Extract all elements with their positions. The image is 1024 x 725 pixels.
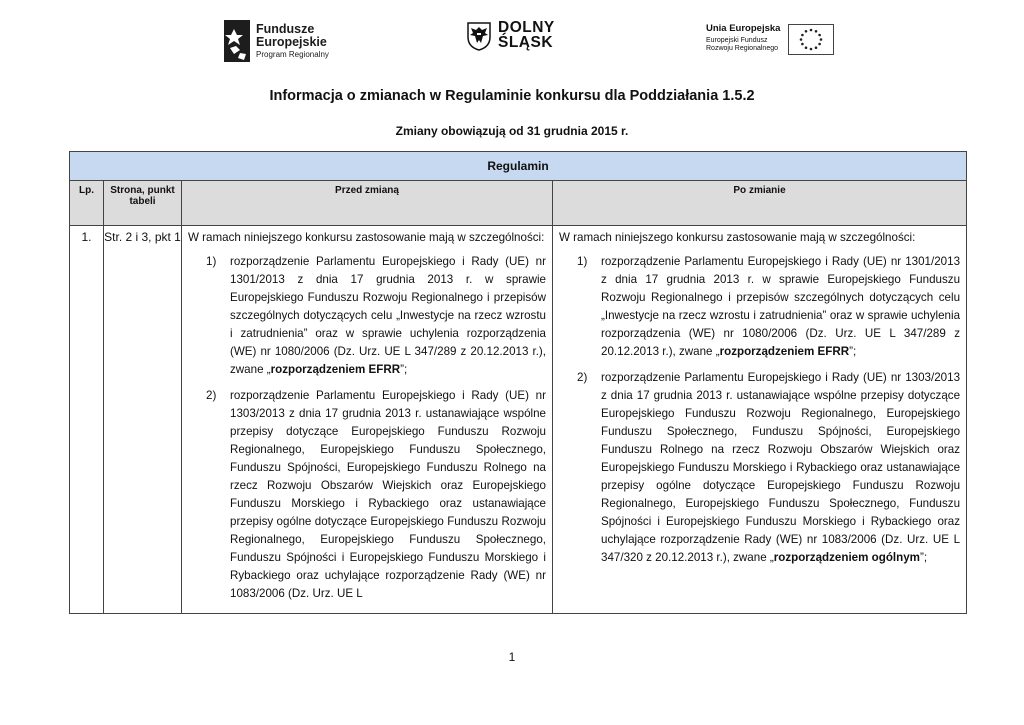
- before-intro: W ramach niniejszego konkursu zastosowanie mają w szczególności:: [188, 231, 545, 244]
- eu-flag-icon: [788, 24, 834, 55]
- list-item-number: 1): [206, 255, 217, 268]
- list-item-bold: rozporządzeniem EFRR: [719, 345, 850, 358]
- column-header-before: Przed zmianą: [182, 181, 553, 226]
- dolny-slask-logo: [466, 21, 555, 51]
- list-item-text: rozporządzenie Parlamentu Europejskiego i Rady (UE) nr 1303/2013 z dnia 17 grudnia 2013 r. ustanawiające wspólne przepisy dotyczące Europejskiego Funduszu Rozwoju Regionalnego, Europejskiego Funduszu Społecznego, Funduszu Spójności, Europejskiego Funduszu Rolnego na rzecz Rozwoju Obszarów Wiejskich oraz Europejskiego Funduszu Morskiego i Rybackiego oraz ustanawiające przepisy ogólne dotyczące Europejskiego Funduszu Rozwoju Regionalnego, Europejskiego Funduszu Społecznego, Funduszu Spójności i Europejskiego Funduszu Morskiego i Rybackiego oraz uchylające rozporządzenie Rady (WE) nr 1083/2006 (Dz. Urz. UE L: [230, 389, 546, 600]
- list-item: [559, 253, 960, 361]
- row-lp: 1.: [70, 226, 104, 614]
- list-item-bold: rozporządzeniem ogólnym: [773, 551, 920, 564]
- list-item-number: 2): [577, 371, 588, 384]
- row-page-ref: Str. 2 i 3, pkt 1: [104, 226, 182, 614]
- effective-date: Zmiany obowiązują od 31 grudnia 2015 r.: [395, 124, 629, 138]
- list-item: [559, 369, 960, 567]
- list-item-end: ”;: [400, 363, 408, 376]
- changes-table: [69, 151, 967, 614]
- after-intro: W ramach niniejszego konkursu zastosowanie mają w szczególności:: [559, 231, 916, 244]
- column-header-page: Strona, punkt tabeli: [104, 181, 182, 226]
- eu-logo: [706, 24, 834, 55]
- ds-logo-line1: DOLNY: [498, 19, 555, 37]
- list-item-text: rozporządzenie Parlamentu Europejskiego i Rady (UE) nr 1303/2013 z dnia 17 grudnia 2013 r. ustanawiające wspólne przepisy dotyczące Europejskiego Funduszu Rozwoju Regionalnego, Europejskiego Funduszu Społecznego, Funduszu Spójności, Europejskiego Funduszu Rolnego na rzecz Rozwoju Obszarów Wiejskich oraz Europejskiego Funduszu Morskiego i Rybackiego oraz ustanawiające przepisy ogólne dotyczące Europejskiego Funduszu Rozwoju Regionalnego, Europejskiego Funduszu Społecznego, Funduszu Spójności i Europejskiego Funduszu Morskiego i Rybackiego oraz uchylające rozporządzenie Rady (WE) nr 1083/2006 (Dz. Urz. UE L 347/320 z 20.12.2013 r.), zwane „: [601, 371, 961, 564]
- fe-logo-line2: Europejskie: [256, 34, 327, 49]
- list-item-text: rozporządzenie Parlamentu Europejskiego i Rady (UE) nr 1301/2013 z dnia 17 grudnia 2013 r. w sprawie Europejskiego Funduszu Rozwoju Regionalnego i przepisów szczególnych dotyczących celu „Inwestycje na rzecz wzrostu i zatrudnienia” oraz w sprawie uchylenia rozporządzenia (WE) nr 1080/2006 (Dz. Urz. UE L 347/289 z 20.12.2013 r.), zwane „: [230, 255, 546, 376]
- list-item-number: 2): [206, 389, 217, 402]
- before-change-cell: [182, 226, 553, 614]
- eu-logo-line3: Rozwoju Regionalnego: [706, 45, 778, 53]
- logo-bar: [0, 16, 1024, 66]
- list-item: [188, 387, 546, 603]
- section-header: Regulamin: [70, 152, 967, 181]
- list-item-number: 1): [577, 255, 588, 268]
- list-item-text: rozporządzenie Parlamentu Europejskiego i Rady (UE) nr 1301/2013 z dnia 17 grudnia 2013 r. w sprawie Europejskiego Funduszu Rozwoju Regionalnego i przepisów szczególnych dotyczących celu „Inwestycje na rzecz wzrostu i zatrudnienia” oraz w sprawie uchylenia rozporządzenia (WE) nr 1080/2006 (Dz. Urz. UE L 347/289 z 20.12.2013 r.), zwane „: [601, 255, 961, 358]
- fe-logo-line3: Program Regionalny: [256, 49, 329, 59]
- fundusze-europejskie-icon: [224, 20, 250, 62]
- eu-logo-line1: Unia Europejska: [706, 23, 781, 34]
- column-header-after: Po zmianie: [553, 181, 967, 226]
- table-row: [70, 226, 967, 614]
- list-item-end: ”;: [849, 345, 857, 358]
- list-item-bold: rozporządzeniem EFRR: [270, 363, 401, 376]
- list-item-end: ”;: [919, 551, 928, 564]
- page-title: Informacja o zmianach w Regulaminie konkursu dla Poddziałania 1.5.2: [269, 88, 755, 104]
- eagle-crest-icon: [466, 21, 492, 51]
- list-item: [188, 253, 546, 379]
- ds-logo-line2: ŚLĄSK: [498, 34, 554, 51]
- after-list: [559, 253, 960, 567]
- column-header-lp: Lp.: [70, 181, 104, 226]
- after-change-cell: [553, 226, 967, 614]
- fe-logo-line1: Fundusze: [256, 21, 315, 36]
- eu-logo-line2: Europejski Fundusz: [706, 37, 768, 45]
- fundusze-europejskie-logo: [224, 18, 329, 64]
- before-list: [188, 253, 546, 603]
- page-number: 1: [508, 650, 516, 664]
